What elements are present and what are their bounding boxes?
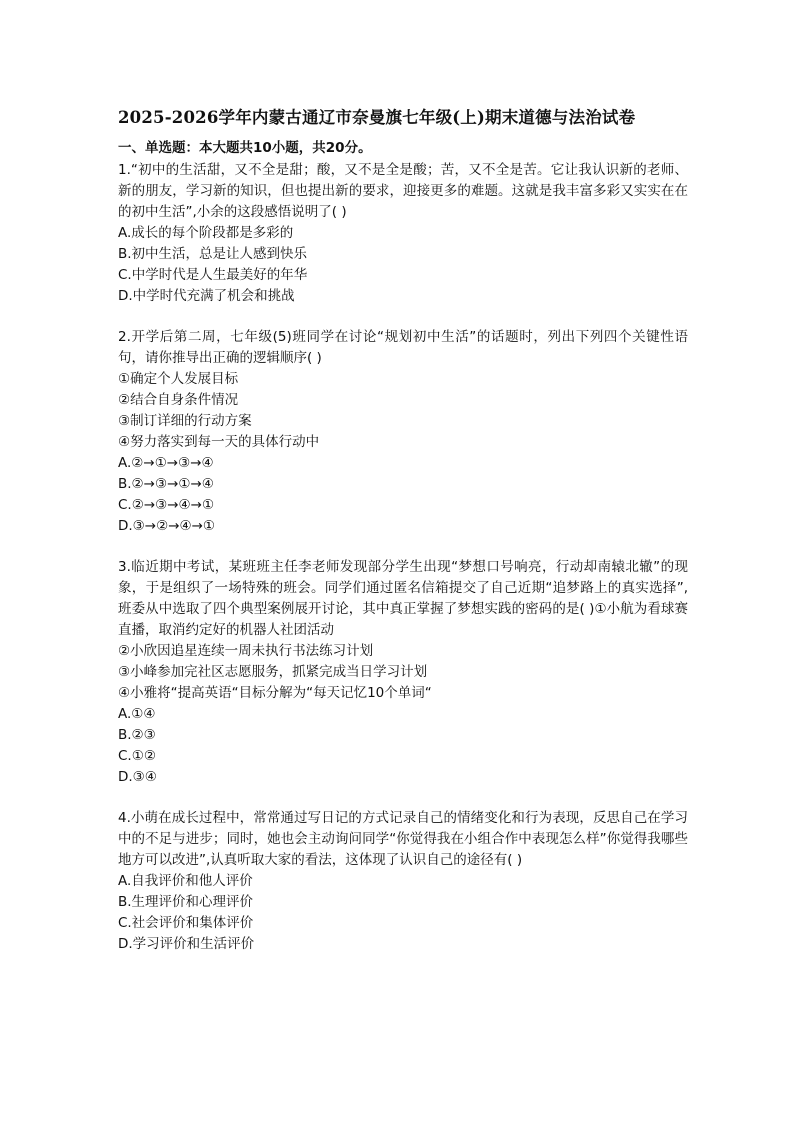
option-c: C.①② <box>118 748 156 764</box>
statement-2: ②小欣因追星连续一周未执行书法练习计划 <box>118 643 374 659</box>
option-b: B.初中生活，总是让人感到快乐 <box>118 246 308 262</box>
statement-2: ②结合自身条件情况 <box>118 392 239 408</box>
question-stem: 1.“初中的生活甜，又不全是甜；酸，又不是全是酸；苦，又不全是苦。它让我认识新的老师、新的朋友，学习新的知识，但也提出新的要求，迎接更多的难题。这就是我丰富多彩又实实在在的初中生活”,小余的这段感悟说明了( ) <box>118 162 688 220</box>
option-d: D.③④ <box>118 769 157 785</box>
question-3 <box>118 557 688 788</box>
option-d: D.③→②→④→① <box>118 518 216 534</box>
option-d: D.学习评价和生活评价 <box>118 936 255 952</box>
exam-page <box>118 106 688 975</box>
question-4 <box>118 808 688 955</box>
option-b: B.②→③→①→④ <box>118 476 214 492</box>
question-stem: 3.临近期中考试，某班班主任李老师发现部分学生出现“梦想口号响亮，行动却南辕北辙”的现象，于是组织了一场特殊的班会。同学们通过匿名信箱提交了自己近期“追梦路上的真实选择”,班委从中选取了四个典型案例展开讨论，其中真正掌握了梦想实践的密码的是( )①小航为看球赛直播，取消约定好的机器人社团活动 <box>118 559 688 638</box>
statement-1: ①确定个人发展目标 <box>118 371 239 387</box>
question-2 <box>118 327 688 537</box>
exam-title: 2025-2026学年内蒙古通辽市奈曼旗七年级(上)期末道德与法治试卷 <box>118 108 636 127</box>
statement-4: ④小雅将“提高英语“目标分解为“每天记忆10个单词“ <box>118 685 432 701</box>
option-b: B.生理评价和心理评价 <box>118 894 254 910</box>
option-c: C.社会评价和集体评价 <box>118 915 254 931</box>
statement-3: ③小峰参加完社区志愿服务，抓紧完成当日学习计划 <box>118 664 428 680</box>
option-c: C.②→③→④→① <box>118 497 215 513</box>
question-stem: 2.开学后第二周，七年级(5)班同学在讨论“规划初中生活”的话题时，列出下列四个关键性语句，请你推导出正确的逻辑顺序( ) <box>118 329 688 366</box>
question-stem: 4.小萌在成长过程中，常常通过写日记的方式记录自己的情绪变化和行为表现，反思自己在学习中的不足与进步；同时，她也会主动询问同学“你觉得我在小组合作中表现怎么样”你觉得我哪些地方可以改进”,认真听取大家的看法，这体现了认识自己的途径有( ) <box>118 810 688 868</box>
option-a: A.成长的每个阶段都是多彩的 <box>118 225 294 241</box>
option-a: A.自我评价和他人评价 <box>118 873 253 889</box>
option-b: B.②③ <box>118 727 156 743</box>
section-heading: 一、单选题：本大题共10小题，共20分。 <box>118 140 372 156</box>
option-a: A.②→①→③→④ <box>118 455 214 471</box>
option-a: A.①④ <box>118 706 156 722</box>
question-1 <box>118 160 688 307</box>
option-d: D.中学时代充满了机会和挑战 <box>118 288 295 304</box>
statement-3: ③制订详细的行动方案 <box>118 413 252 429</box>
option-c: C.中学时代是人生最美好的年华 <box>118 267 308 283</box>
statement-4: ④努力落实到每一天的具体行动中 <box>118 434 320 450</box>
